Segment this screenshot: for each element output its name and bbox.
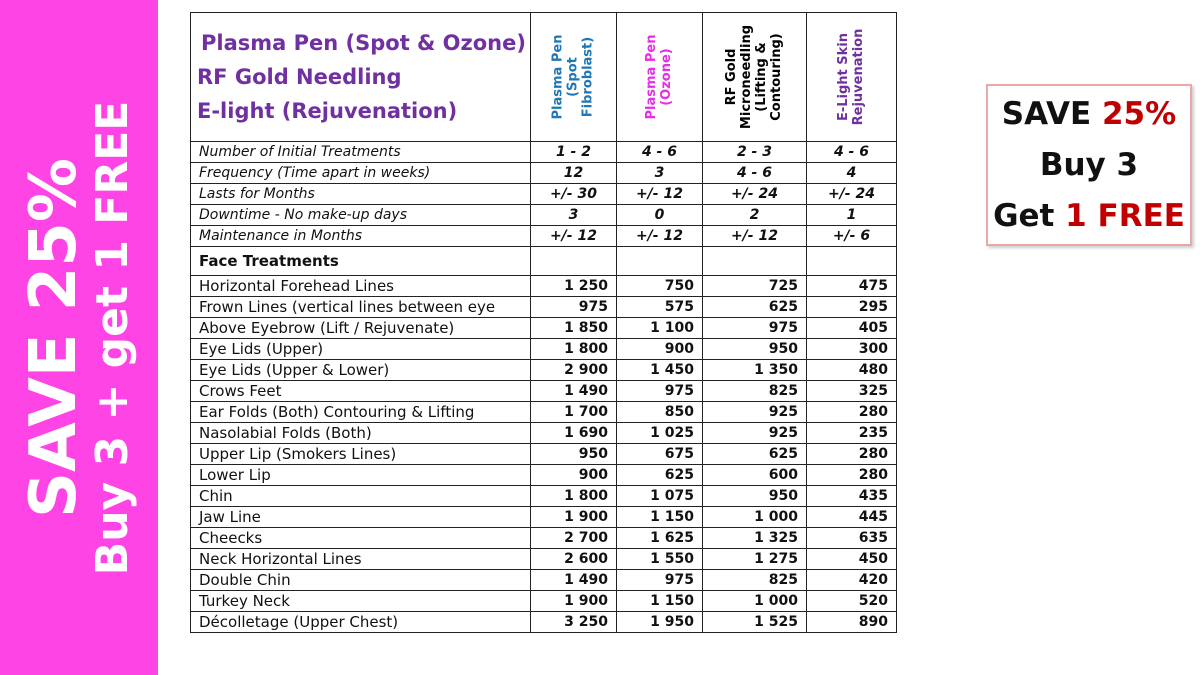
- save-offer-box: [986, 84, 1192, 246]
- price-cell: 1 150: [616, 591, 702, 612]
- info-row-label: Frequency (Time apart in weeks): [191, 163, 531, 184]
- info-value-cell: 1 - 2: [530, 142, 616, 163]
- side-promo-banner: [0, 0, 158, 675]
- treatment-label: Crows Feet: [191, 381, 531, 402]
- column-header-spot-label: Plasma Pen (Spot Fibroblast): [550, 34, 596, 120]
- info-row: [191, 184, 897, 205]
- price-cell: 625: [616, 465, 702, 486]
- price-cell: 1 900: [530, 507, 616, 528]
- column-header-spot: [530, 13, 616, 142]
- info-value-cell: 4 - 6: [616, 142, 702, 163]
- price-cell: 1 800: [530, 339, 616, 360]
- price-table: [190, 12, 897, 633]
- save-offer-prefix: SAVE: [1001, 95, 1102, 132]
- treatment-label: Décolletage (Upper Chest): [191, 612, 531, 633]
- price-cell: 445: [806, 507, 896, 528]
- treatment-label: Neck Horizontal Lines: [191, 549, 531, 570]
- price-cell: 1 450: [616, 360, 702, 381]
- price-cell: 1 690: [530, 423, 616, 444]
- price-cell: 2 700: [530, 528, 616, 549]
- price-cell: 1 325: [702, 528, 806, 549]
- save-offer-percent: 25%: [1101, 95, 1177, 132]
- price-cell: 325: [806, 381, 896, 402]
- empty-cell: [616, 247, 702, 276]
- column-header-rf: [702, 13, 806, 142]
- price-cell: 900: [616, 339, 702, 360]
- table-row: [191, 507, 897, 528]
- save-offer-line3: [988, 191, 1190, 242]
- treatment-label: Upper Lip (Smokers Lines): [191, 444, 531, 465]
- table-row: [191, 570, 897, 591]
- empty-cell: [702, 247, 806, 276]
- price-cell: 475: [806, 276, 896, 297]
- section-label-face-treatments: Face Treatments: [191, 247, 531, 276]
- info-value-cell: 3: [530, 205, 616, 226]
- title-line-elight: E-light (Rejuvenation): [197, 99, 458, 123]
- treatment-label: Nasolabial Folds (Both): [191, 423, 531, 444]
- price-cell: 975: [530, 297, 616, 318]
- price-cell: 520: [806, 591, 896, 612]
- price-cell: 1 000: [702, 507, 806, 528]
- table-row: [191, 318, 897, 339]
- info-value-cell: 4: [806, 163, 896, 184]
- price-cell: 950: [530, 444, 616, 465]
- info-value-cell: 2: [702, 205, 806, 226]
- price-cell: 825: [702, 570, 806, 591]
- price-cell: 1 525: [702, 612, 806, 633]
- column-header-elight: [806, 13, 896, 142]
- info-value-cell: 4 - 6: [806, 142, 896, 163]
- info-value-cell: +/- 30: [530, 184, 616, 205]
- save-offer-line2: Buy 3: [1039, 146, 1139, 183]
- info-value-cell: +/- 12: [616, 184, 702, 205]
- treatment-label: Jaw Line: [191, 507, 531, 528]
- price-cell: 1 800: [530, 486, 616, 507]
- treatment-label: Cheecks: [191, 528, 531, 549]
- table-row: [191, 423, 897, 444]
- info-row: [191, 142, 897, 163]
- price-cell: 1 150: [616, 507, 702, 528]
- info-row: [191, 226, 897, 247]
- price-cell: 280: [806, 465, 896, 486]
- treatment-label: Lower Lip: [191, 465, 531, 486]
- price-cell: 625: [702, 444, 806, 465]
- price-cell: 2 600: [530, 549, 616, 570]
- price-cell: 625: [702, 297, 806, 318]
- column-header-ozone-label: Plasma Pen (Ozone): [644, 34, 675, 120]
- column-header-rf-label: RF Gold Microneedling (Lifting & Contouring): [724, 24, 785, 130]
- column-header-elight-label: E-Light Skin Rejuvenation: [836, 28, 867, 126]
- price-cell: 950: [702, 339, 806, 360]
- price-cell: 1 350: [702, 360, 806, 381]
- table-row: [191, 612, 897, 633]
- empty-cell: [530, 247, 616, 276]
- price-cell: 925: [702, 402, 806, 423]
- treatment-label: Turkey Neck: [191, 591, 531, 612]
- price-cell: 850: [616, 402, 702, 423]
- price-cell: 675: [616, 444, 702, 465]
- price-cell: 280: [806, 444, 896, 465]
- table-row: [191, 549, 897, 570]
- table-header-row: [191, 13, 897, 142]
- price-cell: 1 625: [616, 528, 702, 549]
- table-row: [191, 297, 897, 318]
- info-row: [191, 205, 897, 226]
- table-row: [191, 528, 897, 549]
- title-line-plasma: Plasma Pen (Spot & Ozone): [201, 31, 526, 55]
- info-row: [191, 163, 897, 184]
- table-row: [191, 402, 897, 423]
- table-row: [191, 465, 897, 486]
- treatment-label: Above Eyebrow (Lift / Rejuvenate): [191, 318, 531, 339]
- treatment-label: Chin: [191, 486, 531, 507]
- info-row-label: Lasts for Months: [191, 184, 531, 205]
- table-row: [191, 486, 897, 507]
- price-cell: 1 275: [702, 549, 806, 570]
- info-value-cell: +/- 24: [702, 184, 806, 205]
- price-cell: 1 950: [616, 612, 702, 633]
- price-cell: 600: [702, 465, 806, 486]
- empty-cell: [806, 247, 896, 276]
- treatment-label: Double Chin: [191, 570, 531, 591]
- price-cell: 1 900: [530, 591, 616, 612]
- info-value-cell: 0: [616, 205, 702, 226]
- side-promo-line1: SAVE 25%: [17, 158, 91, 518]
- section-row: [191, 247, 897, 276]
- info-row-label: Downtime - No make-up days: [191, 205, 531, 226]
- table-row: [191, 381, 897, 402]
- treatment-label: Frown Lines (vertical lines between eye: [191, 297, 531, 318]
- table-row: [191, 360, 897, 381]
- price-cell: 1 550: [616, 549, 702, 570]
- price-cell: 2 900: [530, 360, 616, 381]
- treatment-label: Eye Lids (Upper): [191, 339, 531, 360]
- price-cell: 1 000: [702, 591, 806, 612]
- price-cell: 900: [530, 465, 616, 486]
- price-cell: 435: [806, 486, 896, 507]
- save-offer-free: 1 FREE: [1065, 197, 1185, 234]
- price-cell: 280: [806, 402, 896, 423]
- price-cell: 1 025: [616, 423, 702, 444]
- save-offer-line1: [988, 89, 1190, 140]
- price-cell: 750: [616, 276, 702, 297]
- price-cell: 975: [616, 381, 702, 402]
- info-value-cell: +/- 12: [702, 226, 806, 247]
- info-value-cell: +/- 12: [530, 226, 616, 247]
- title-line-rf: RF Gold Needling: [197, 65, 402, 89]
- treatment-label: Eye Lids (Upper & Lower): [191, 360, 531, 381]
- column-header-ozone: [616, 13, 702, 142]
- price-cell: 825: [702, 381, 806, 402]
- price-cell: 1 100: [616, 318, 702, 339]
- info-value-cell: 2 - 3: [702, 142, 806, 163]
- price-cell: 1 250: [530, 276, 616, 297]
- treatment-label: Horizontal Forehead Lines: [191, 276, 531, 297]
- info-row-label: Number of Initial Treatments: [191, 142, 531, 163]
- table-row: [191, 591, 897, 612]
- price-cell: 295: [806, 297, 896, 318]
- info-value-cell: 1: [806, 205, 896, 226]
- price-cell: 575: [616, 297, 702, 318]
- side-promo-line2: Buy 3 + get 1 FREE: [87, 100, 138, 576]
- price-cell: 1 850: [530, 318, 616, 339]
- price-cell: 235: [806, 423, 896, 444]
- price-cell: 405: [806, 318, 896, 339]
- table-row: [191, 444, 897, 465]
- price-cell: 925: [702, 423, 806, 444]
- price-cell: 1 700: [530, 402, 616, 423]
- info-value-cell: +/- 12: [616, 226, 702, 247]
- price-cell: 300: [806, 339, 896, 360]
- price-cell: 1 490: [530, 381, 616, 402]
- table-title: [191, 13, 531, 142]
- price-cell: 480: [806, 360, 896, 381]
- price-cell: 3 250: [530, 612, 616, 633]
- price-cell: 1 490: [530, 570, 616, 591]
- info-row-label: Maintenance in Months: [191, 226, 531, 247]
- price-cell: 450: [806, 549, 896, 570]
- table-row: [191, 276, 897, 297]
- price-cell: 975: [616, 570, 702, 591]
- price-cell: 975: [702, 318, 806, 339]
- info-value-cell: 3: [616, 163, 702, 184]
- price-cell: 950: [702, 486, 806, 507]
- price-cell: 725: [702, 276, 806, 297]
- treatment-label: Ear Folds (Both) Contouring & Lifting: [191, 402, 531, 423]
- price-cell: 1 075: [616, 486, 702, 507]
- price-cell: 420: [806, 570, 896, 591]
- info-value-cell: 12: [530, 163, 616, 184]
- price-cell: 635: [806, 528, 896, 549]
- info-value-cell: +/- 6: [806, 226, 896, 247]
- side-promo-text: [17, 18, 138, 658]
- price-cell: 890: [806, 612, 896, 633]
- info-value-cell: +/- 24: [806, 184, 896, 205]
- table-row: [191, 339, 897, 360]
- save-offer-get: Get: [993, 197, 1066, 234]
- info-value-cell: 4 - 6: [702, 163, 806, 184]
